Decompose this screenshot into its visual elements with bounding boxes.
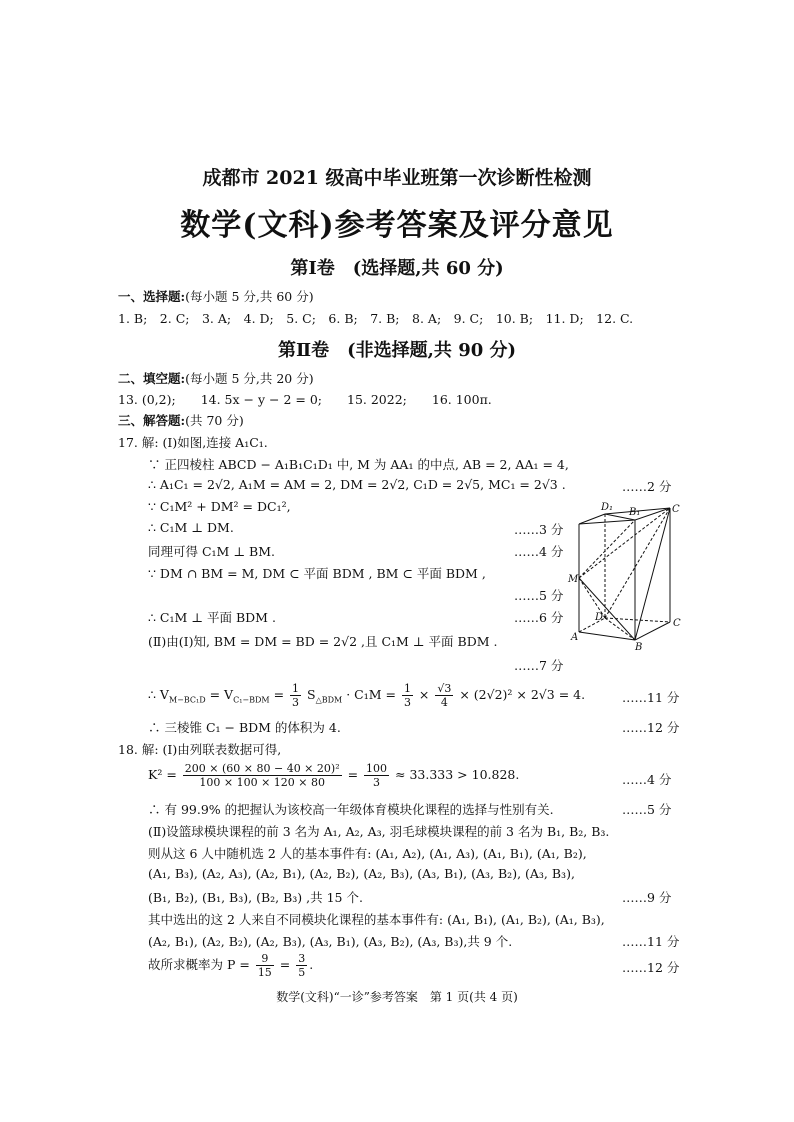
q17-f-part-g: × (2√2)² × 2√3 = 4. <box>455 687 586 702</box>
q17-f-sub3: △BDM <box>315 695 343 705</box>
q17-score-11: ……11 分 <box>622 690 680 705</box>
q18-k-a: K² = <box>148 767 181 782</box>
q18-p-a: 故所求概率为 P = <box>148 957 254 972</box>
q17-score-2: ……2 分 <box>622 479 672 494</box>
section2-answers: 13. (0,2); 14. 5x − y − 2 = 0; 15. 2022; 16. 100π. <box>118 392 492 407</box>
q17-line4: ∵ C₁M² + DM² = DC₁², <box>148 499 291 514</box>
q17-score-6: ……6 分 <box>514 610 564 625</box>
section2-header <box>118 369 314 387</box>
label-b1: B₁ <box>629 507 641 518</box>
q18-probability <box>148 952 313 979</box>
section1-header <box>118 287 314 305</box>
q18-p-num2: 3 <box>298 952 306 965</box>
section3-note: (共 70 分) <box>185 413 244 428</box>
q18-p-c: . <box>309 957 314 972</box>
edge-b-c <box>635 622 670 640</box>
label-d: D <box>595 612 604 623</box>
label-c1: C <box>672 504 680 515</box>
q17-fraction-1-3-a <box>290 682 301 709</box>
q17-line6: 同理可得 C₁M ⊥ BM. <box>148 544 276 559</box>
q18-p-den1: 15 <box>257 966 272 979</box>
section3-header <box>118 411 244 429</box>
q18-p-b: = <box>275 957 295 972</box>
segment-m-b <box>579 578 635 640</box>
q18-line4: (Ⅱ)设篮球模块课程的前 3 名为 A₁, A₂, A₃, 羽毛球模块课程的前 3 名为 B₁, B₂, B₃. <box>148 824 610 839</box>
q17-score-5: ……5 分 <box>514 588 564 603</box>
q18-score-9: ……9 分 <box>622 890 672 905</box>
q17-f-part-b: = V <box>205 687 234 702</box>
q17-score-12: ……12 分 <box>622 720 680 735</box>
section1-label: 一、选择题: <box>118 289 186 304</box>
q17-frac3-num: √3 <box>437 682 452 695</box>
prism-figure <box>565 500 685 650</box>
doc-title-line1: 成都市 2021 级高中毕业班第一次诊断性检测 <box>202 167 592 189</box>
q17-line3: ∴ A₁C₁ = 2√2, A₁M = AM = 2, DM = 2√2, C₁D = 2√5, MC₁ = 2√3 . <box>148 477 566 492</box>
q18-k-c: ≈ 33.333 > 10.828. <box>391 767 520 782</box>
page-footer: 数学(文科)“一诊”参考答案 第 1 页(共 4 页) <box>276 990 518 1004</box>
q17-score-4: ……4 分 <box>514 544 564 559</box>
q18-p-den2: 5 <box>298 966 306 979</box>
q17-score-7: ……7 分 <box>514 658 564 673</box>
q18-k-num2: 100 <box>366 762 388 775</box>
q17-frac3-den: 4 <box>440 696 448 709</box>
q17-line8: ∴ C₁M ⊥ 平面 BDM . <box>148 610 276 625</box>
section1-note: (每小题 5 分,共 60 分) <box>185 289 314 304</box>
q18-k-num: 200 × (60 × 80 − 40 × 20)² <box>184 762 340 775</box>
q17-frac2-den: 3 <box>403 696 411 709</box>
q17-score-3: ……3 分 <box>514 522 564 537</box>
q17-f-part-c: = <box>269 687 289 702</box>
q17-line7: ∵ DM ∩ BM = M, DM ⊂ 平面 BDM , BM ⊂ 平面 BDM , <box>148 566 486 581</box>
section2-label: 二、填空题: <box>118 371 186 386</box>
segment-m-b1 <box>579 520 635 578</box>
label-a: A <box>571 632 579 643</box>
q17-frac2-num: 1 <box>403 682 411 695</box>
q18-line8: 其中选出的这 2 人来自不同模块化课程的基本事件有: (A₁, B₁), (A₁, B₂), (A₁, B₃), <box>148 912 605 927</box>
q17-f-part-a: ∴ V <box>148 687 169 702</box>
q18-k2-formula <box>148 762 519 789</box>
q17-f-part-d: S <box>303 687 316 702</box>
label-d1: D₁ <box>601 502 614 513</box>
section1-answers: 1. B; 2. C; 3. A; 4. D; 5. C; 6. B; 7. B; 8. A; 9. C; 10. B; 11. D; 12. C. <box>118 311 634 326</box>
q17-line9: (Ⅱ)由(Ⅰ)知, BM = DM = BD = 2√2 ,且 C₁M ⊥ 平面 BDM . <box>148 634 498 649</box>
q18-frac-9-15 <box>256 952 274 979</box>
q17-line11: ∴ 三棱锥 C₁ − BDM 的体积为 4. <box>148 720 341 735</box>
q17-line2: ∵ 正四棱柱 ABCD − A₁B₁C₁D₁ 中, M 为 AA₁ 的中点, AB = 2, AA₁ = 4, <box>148 457 569 472</box>
label-m: M <box>568 574 579 585</box>
q18-k-fraction2 <box>364 762 389 789</box>
q18-k-den2: 3 <box>373 776 381 789</box>
section2-note: (每小题 5 分,共 20 分) <box>185 371 314 386</box>
q17-f-sub2: C₁−BDM <box>233 695 270 705</box>
q18-line3: ∴ 有 99.9% 的把握认为该校高一年级体育模块化课程的选择与性别有关. <box>148 802 554 817</box>
q17-frac1-num: 1 <box>292 682 300 695</box>
q17-fraction-1-3-b <box>402 682 413 709</box>
edge-a-b <box>579 632 635 640</box>
edge-d-c <box>605 618 670 622</box>
section3-label: 三、解答题: <box>118 413 186 428</box>
q18-k-den: 100 × 100 × 120 × 80 <box>199 776 325 789</box>
segment-c1-b <box>635 508 670 640</box>
q18-score-12: ……12 分 <box>622 960 680 975</box>
label-c: C <box>673 618 681 629</box>
q17-line1: 17. 解: (Ⅰ)如图,连接 A₁C₁. <box>118 435 268 450</box>
q17-line5: ∴ C₁M ⊥ DM. <box>148 520 234 535</box>
q17-frac1-den: 3 <box>292 696 300 709</box>
q17-volume-formula <box>148 682 585 709</box>
q18-k-b: = <box>343 767 363 782</box>
part1-heading: 第Ⅰ卷 (选择题,共 60 分) <box>290 258 504 279</box>
q18-line5: 则从这 6 人中随机选 2 人的基本事件有: (A₁, A₂), (A₁, A₃), (A₁, B₁), (A₁, B₂), <box>148 846 587 861</box>
doc-title-line2: 数学(文科)参考答案及评分意见 <box>180 208 614 243</box>
q17-f-sub1: M−BC₁D <box>168 695 206 705</box>
q17-f-part-e: · C₁M = <box>342 687 400 702</box>
q18-line6: (A₁, B₃), (A₂, A₃), (A₂, B₁), (A₂, B₂), (A₂, B₃), (A₃, B₁), (A₃, B₂), (A₃, B₃), <box>148 866 575 881</box>
q18-score-5: ……5 分 <box>622 802 672 817</box>
q18-line9: (A₂, B₁), (A₂, B₂), (A₂, B₃), (A₃, B₁), (A₃, B₂), (A₃, B₃),共 9 个. <box>148 934 513 949</box>
q17-f-part-f: × <box>414 687 434 702</box>
q18-line1: 18. 解: (Ⅰ)由列联表数据可得, <box>118 742 282 757</box>
q18-score-4: ……4 分 <box>622 772 672 787</box>
q18-line7: (B₁, B₂), (B₁, B₃), (B₂, B₃) ,共 15 个. <box>148 890 363 905</box>
segment-c1-d <box>605 508 670 618</box>
q18-k-fraction <box>183 762 342 789</box>
label-b: B <box>635 642 643 650</box>
q18-frac-3-5 <box>296 952 307 979</box>
q18-p-num1: 9 <box>256 952 274 966</box>
q18-score-11: ……11 分 <box>622 934 680 949</box>
q17-fraction-sqrt3-4 <box>435 682 453 709</box>
part2-heading: 第Ⅱ卷 (非选择题,共 90 分) <box>277 340 517 361</box>
